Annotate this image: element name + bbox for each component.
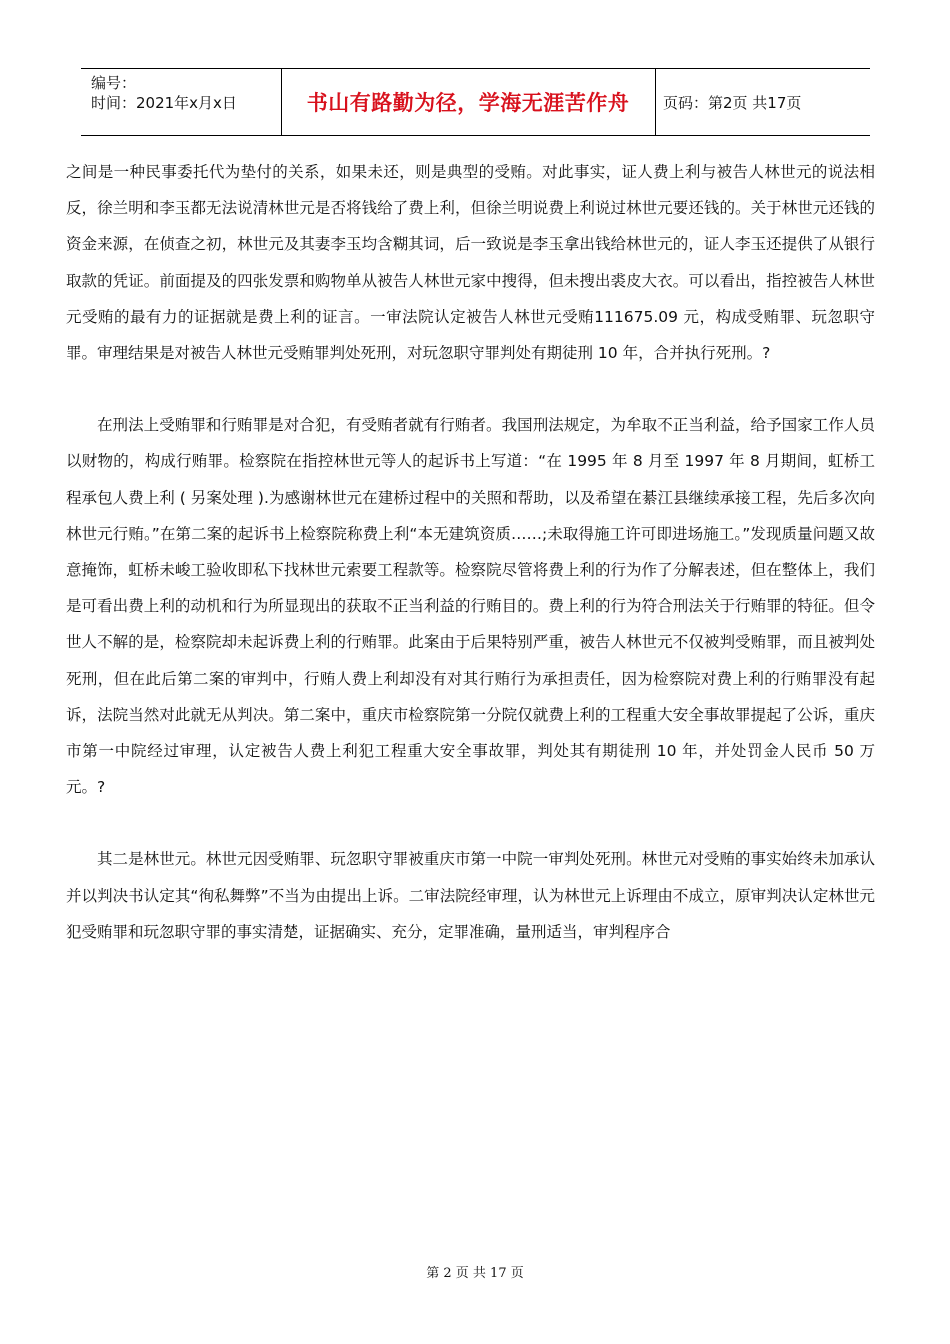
paragraph-lin-shiyuan: 其二是林世元。林世元因受贿罪、玩忽职守罪被重庆市第一中院一审判处死刑。林世元对受贿的事实始终未加承认并以判决书认定其“徇私舞弊”不当为由提出上诉。二审法院经审理，认为林世元上诉理由不成立，原审判决认定林世元犯受贿罪和玩忽职守罪的事实清楚，证据确实、充分，定罪准确，量刑适当，审判程序合 [66,850,875,941]
header-meta [91,73,237,113]
paragraph-continued: 之间是一种民事委托代为垫付的关系，如果未还，则是典型的受贿。对此事实，证人费上利与被告人林世元的说法相反，徐兰明和李玉都无法说清林世元是否将钱给了费上利，但徐兰明说费上利说过林世元要还钱的。关于林世元还钱的资金来源，在侦查之初，林世元及其妻李玉均含糊其词，后一致说是李玉拿出钱给林世元的，证人李玉还提供了从银行取款的凭证。前面提及的四张发票和购物单从被告人林世元家中搜得，但未搜出裘皮大衣。可以看出，指控被告人林世元受贿的最有力的证据就是费上利的证言。一审法院认定被告人林世元受贿111675.09 元，构成受贿罪、玩忽职守罪。审理结果是对被告人林世元受贿罪判处死刑，对玩忽职守罪判处有期徒刑 10 年，合并执行死刑。? [66,163,875,363]
header-page-info: 页码：第2页 共17页 [663,93,802,112]
doc-number-label: 编号： [91,74,137,92]
document-body [66,154,875,950]
page-header [81,68,870,136]
header-motto: 书山有路勤为径，学海无涯苦作舟 [306,91,630,115]
page-footer: 第 2 页 共 17 页 [426,1266,524,1281]
doc-date: 时间：2021年x月x日 [91,94,237,112]
paragraph-bribery-law: 在刑法上受贿罪和行贿罪是对合犯，有受贿者就有行贿者。我国刑法规定，为牟取不正当利益，给予国家工作人员以财物的，构成行贿罪。检察院在指控林世元等人的起诉书上写道：“在 1995 年 8 月至 1997 年 8 月期间，虹桥工程承包人费上利 ( 另案处理 ).为感谢林世元在建桥过程中的关照和帮助，以及希望在綦江县继续承接工程，先后多次向林世元行贿。”在第二案的起诉书上检察院称费上利“本无建筑资质……;未取得施工许可即进场施工。”发现质量问题又故意掩饰，虹桥未峻工验收即私下找林世元索要工程款等。检察院尽管将费上利的行为作了分解表述，但在整体上，我们是可看出费上利的动机和行为所显现出的获取不正当利益的行贿目的。费上利的行为符合刑法关于行贿罪的特征。但令世人不解的是，检察院却未起诉费上利的行贿罪。此案由于后果特别严重，被告人林世元不仅被判受贿罪，而且被判处死刑，但在此后第二案的审判中，行贿人费上利却没有对其行贿行为承担责任，因为检察院对费上利的行贿罪没有起诉，法院当然对此就无从判决。第二案中，重庆市检察院第一分院仅就费上利的工程重大安全事故罪提起了公诉，重庆市第一中院经过审理，认定被告人费上利犯工程重大安全事故罪，判处其有期徒刑 10 年，并处罚金人民币 50 万元。? [66,416,875,797]
header-divider-right [655,69,656,135]
